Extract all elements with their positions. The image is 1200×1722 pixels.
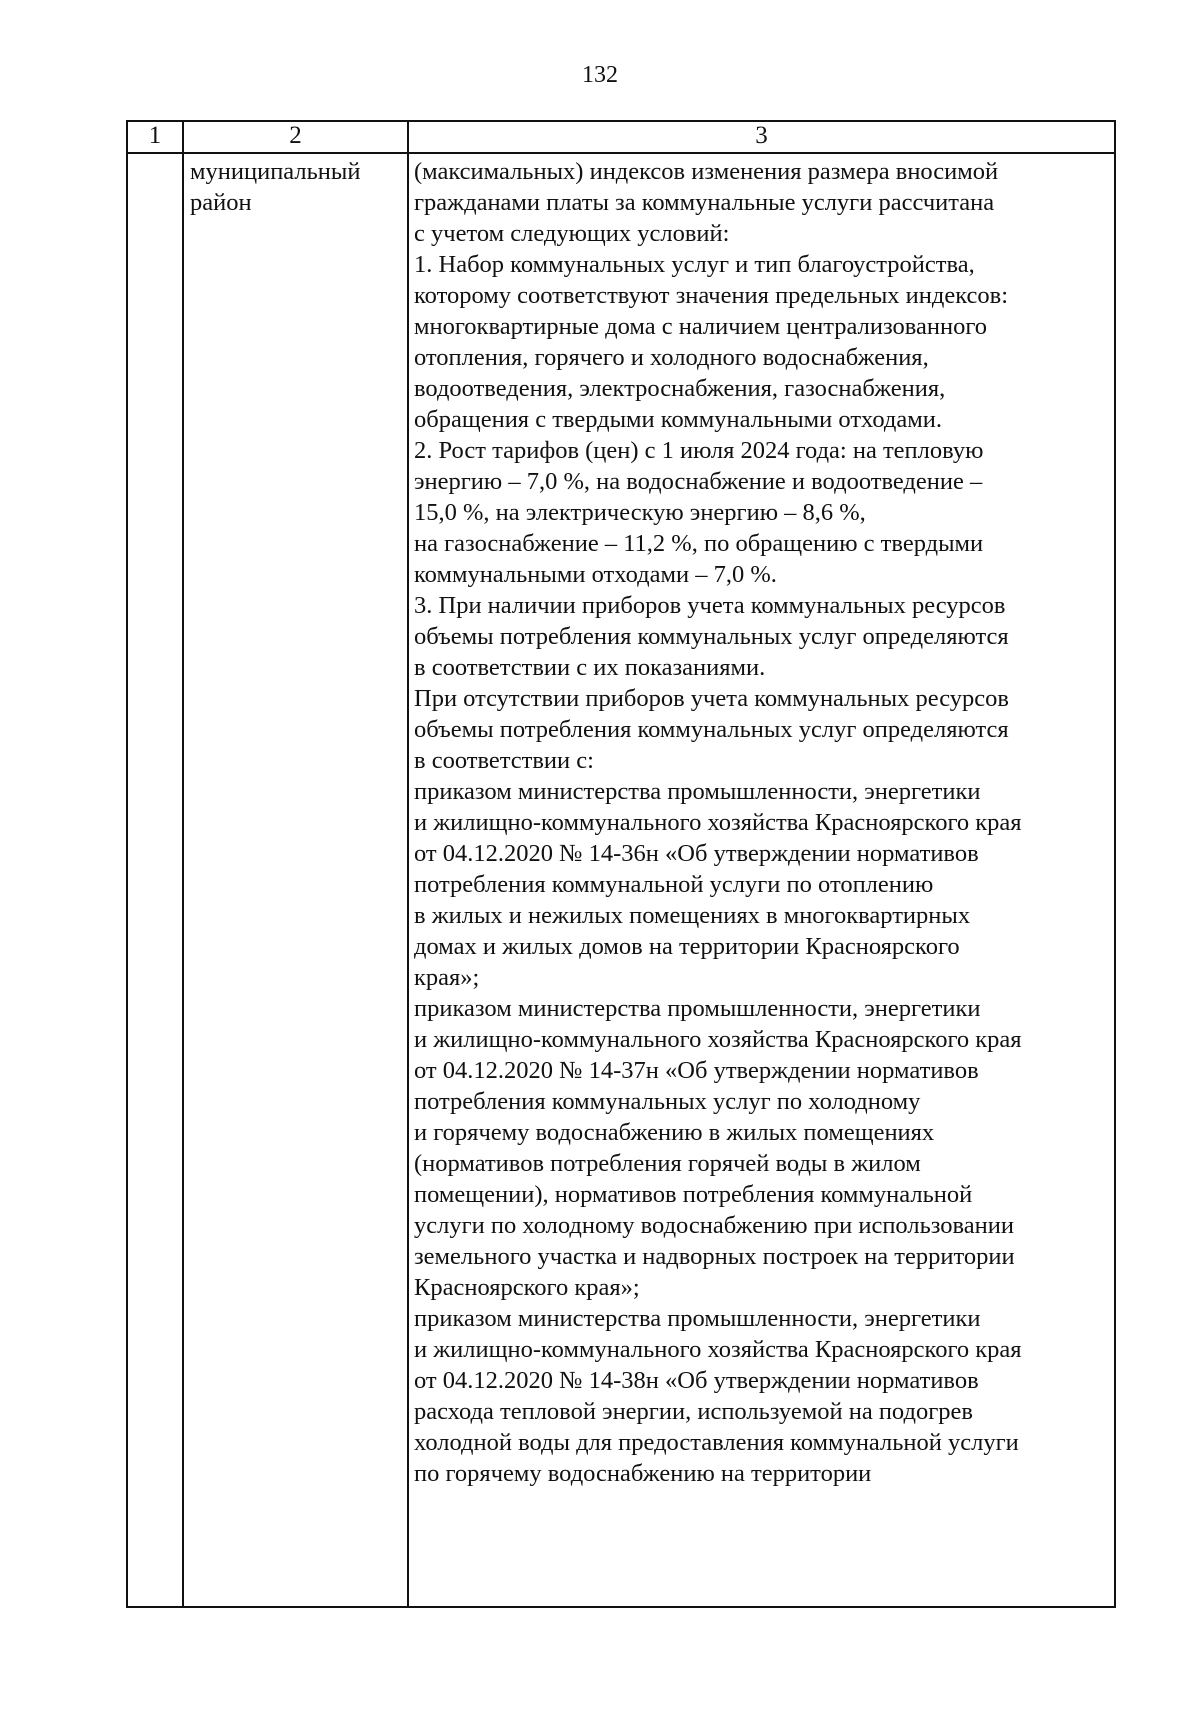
description-text-line: домах и жилых домов на территории Красноярского — [414, 933, 960, 960]
description-text-line: Красноярского края»; — [414, 1274, 640, 1301]
description-text-line: земельного участка и надворных построек на территории — [414, 1243, 1015, 1270]
description-text-line: приказом министерства промышленности, энергетики — [414, 778, 981, 805]
page-number: 132 — [582, 62, 618, 88]
description-text-line: и жилищно-коммунального хозяйства Красноярского края — [414, 1336, 1022, 1363]
description-text-line: и жилищно-коммунального хозяйства Красноярского края — [414, 1026, 1022, 1053]
description-text-line: от 04.12.2020 № 14-38н «Об утверждении нормативов — [414, 1367, 979, 1394]
description-text-line: объемы потребления коммунальных услуг определяются — [414, 716, 1009, 743]
description-text-line: в соответствии с их показаниями. — [414, 654, 766, 681]
column-number-1: 1 — [127, 121, 183, 153]
description-text-line: потребления коммунальных услуг по холодному — [414, 1088, 921, 1115]
table-header-row — [127, 121, 1115, 153]
territory-type-line: муниципальный — [190, 158, 361, 185]
description-text-line: 1. Набор коммунальных услуг и тип благоустройства, — [414, 251, 975, 278]
description-text-line: приказом министерства промышленности, энергетики — [414, 1305, 981, 1332]
description-text-line: многоквартирные дома с наличием централизованного — [414, 313, 988, 340]
cell-col2 — [183, 153, 408, 1607]
description-text-line: помещении), нормативов потребления коммунальной — [414, 1181, 973, 1208]
description-text-line: (максимальных) индексов изменения размера вносимой — [414, 158, 999, 185]
description-text-line: 15,0 %, на электрическую энергию – 8,6 %, — [414, 499, 866, 526]
description-text-line: объемы потребления коммунальных услуг определяются — [414, 623, 1009, 650]
description-text-line: от 04.12.2020 № 14-37н «Об утверждении нормативов — [414, 1057, 979, 1084]
description-text-line: приказом министерства промышленности, энергетики — [414, 995, 981, 1022]
description-text-line: которому соответствуют значения предельных индексов: — [414, 282, 1009, 309]
description-text-line: При отсутствии приборов учета коммунальных ресурсов — [414, 685, 1009, 712]
description-text-line: в соответствии с: — [414, 747, 594, 774]
description-text-line: края»; — [414, 964, 480, 991]
description-text-line: в жилых и нежилых помещениях в многоквартирных — [414, 902, 971, 929]
description-text-line: услуги по холодному водоснабжению при использовании — [414, 1212, 1014, 1239]
description-text-line: потребления коммунальной услуги по отоплению — [414, 871, 934, 898]
column-number-2: 2 — [183, 121, 408, 153]
description-text-line: от 04.12.2020 № 14-36н «Об утверждении нормативов — [414, 840, 979, 867]
description-text-line: 3. При наличии приборов учета коммунальных ресурсов — [414, 592, 1006, 619]
description-text-line: и жилищно-коммунального хозяйства Красноярского края — [414, 809, 1022, 836]
description-text-line: холодной воды для предоставления коммунальной услуги — [414, 1429, 1019, 1456]
description-text-line: энергию – 7,0 %, на водоснабжение и водоотведение – — [414, 468, 983, 495]
description-text-line: по горячему водоснабжению на территории — [414, 1460, 872, 1487]
table-row — [127, 153, 1115, 1607]
description-text-line: (нормативов потребления горячей воды в жилом — [414, 1150, 921, 1177]
description-text-line: обращения с твердыми коммунальными отходами. — [414, 406, 942, 433]
description-text-line: водоотведения, электроснабжения, газоснабжения, — [414, 375, 946, 402]
description-text-line: на газоснабжение – 11,2 %, по обращению с твердыми — [414, 530, 984, 557]
description-text-line: и горячему водоснабжению в жилых помещениях — [414, 1119, 935, 1146]
description-text-line: расхода тепловой энергии, используемой на подогрев — [414, 1398, 973, 1425]
cell-col3 — [408, 153, 1115, 1607]
description-text-line: отопления, горячего и холодного водоснабжения, — [414, 344, 929, 371]
description-text-line: гражданами платы за коммунальные услуги рассчитана — [414, 189, 995, 216]
description-text-line: 2. Рост тарифов (цен) с 1 июля 2024 года: на тепловую — [414, 437, 984, 464]
cell-col1 — [127, 153, 183, 1607]
description-text-line: с учетом следующих условий: — [414, 220, 730, 247]
territory-type-line: район — [190, 189, 252, 216]
document-table — [126, 120, 1116, 1608]
column-number-3: 3 — [408, 121, 1115, 153]
description-text-line: коммунальными отходами – 7,0 %. — [414, 561, 777, 588]
